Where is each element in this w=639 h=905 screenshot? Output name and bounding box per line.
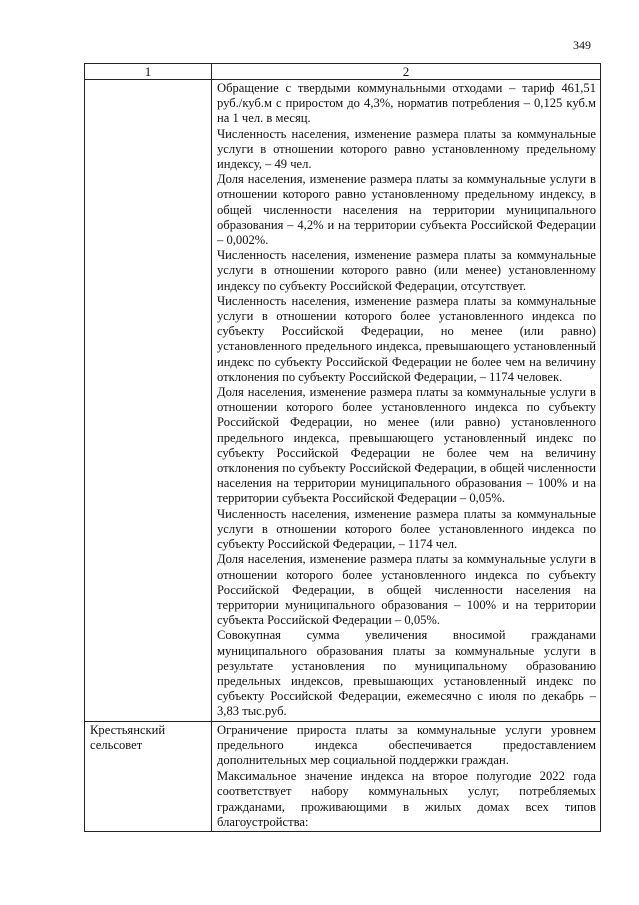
row-label-cell [85,721,212,832]
header-col-1: 1 [85,64,212,80]
paragraph: Численность населения, изменение размера платы за коммунальные услуги в отношении которого более установленного индекса по субъекту Российской Федерации, но менее (или равно) установленного предельного индекса, превышающего установленный индекс по субъекту Российской Федерации не более чем на величину отклонения по субъекту Российской Федерации, – 1174 человек. [217,293,596,384]
paragraph: Ограничение прироста платы за коммунальные услуги уровнем предельного индекса обеспечивается предоставлением дополнительных мер социальной поддержки граждан. [217,722,596,768]
paragraph: Численность населения, изменение размера платы за коммунальные услуги в отношении которого равно (или менее) установленному индексу по субъекту Российской Федерации, отсутствует. [217,248,596,293]
row-label-cell [85,80,212,722]
page-number: 349 [573,38,591,52]
row-label [85,80,211,81]
paragraph: Численность населения, изменение размера платы за коммунальные услуги в отношении которого равно установленному предельному индексу, – 49 чел. [217,126,596,172]
paragraph: Максимальное значение индекса на второе полугодие 2022 года соответствует набору коммунальных услуг, потребляемых гражданами, проживающими в жилых домах всех типов благоустройства: [217,768,596,829]
row-label: Крестьянский сельсовет [90,722,166,752]
row-content-cell [212,80,601,722]
paragraph: Совокупная сумма увеличения вносимой гражданами муниципального образования платы за коммунальные услуги в результате установления по муниципальному образованию предельных индексов, превышающих установленный индекс по субъекту Российской Федерации, ежемесячно с июля по декабрь – 3,83 тыс.руб. [217,628,596,719]
table-row [85,80,601,722]
document-table [84,63,601,832]
table-header-row [85,64,601,80]
paragraph: Численность населения, изменение размера платы за коммунальные услуги в отношении которого более установленного индекса по субъекту Российской Федерации, – 1174 чел. [217,506,596,552]
row-content-cell [212,721,601,832]
paragraph: Доля населения, изменение размера платы за коммунальные услуги в отношении которого равно установленному предельному индексу, в общей численности населения на территории муниципального образования – 4,2% и на территории субъекта Российской Федерации – 0,002%. [217,172,596,248]
paragraph: Обращение с твердыми коммунальными отходами – тариф 461,51 руб./куб.м с приростом до 4,3%, норматив потребления – 0,125 куб.м на 1 чел. в месяц. [217,81,596,126]
paragraph: Доля населения, изменение размера платы за коммунальные услуги в отношении которого более установленного индекса по субъекту Российской Федерации, в общей численности населения на территории муниципального образования – 100% и на территории субъекта Российской Федерации – 0,05%. [217,552,596,628]
header-col-2: 2 [212,64,601,80]
paragraph: Доля населения, изменение размера платы за коммунальные услуги в отношении которого более установленного индекса по субъекту Российской Федерации, но менее (или равно) установленного предельного индекса, превышающего установленный индекс по субъекту Российской Федерации не более чем на величину отклонения по субъекту Российской Федерации, в общей численности населения на территории муниципального образования – 100% и на территории субъекта Российской Федерации – 0,05%. [217,385,596,506]
table-row [85,721,601,832]
